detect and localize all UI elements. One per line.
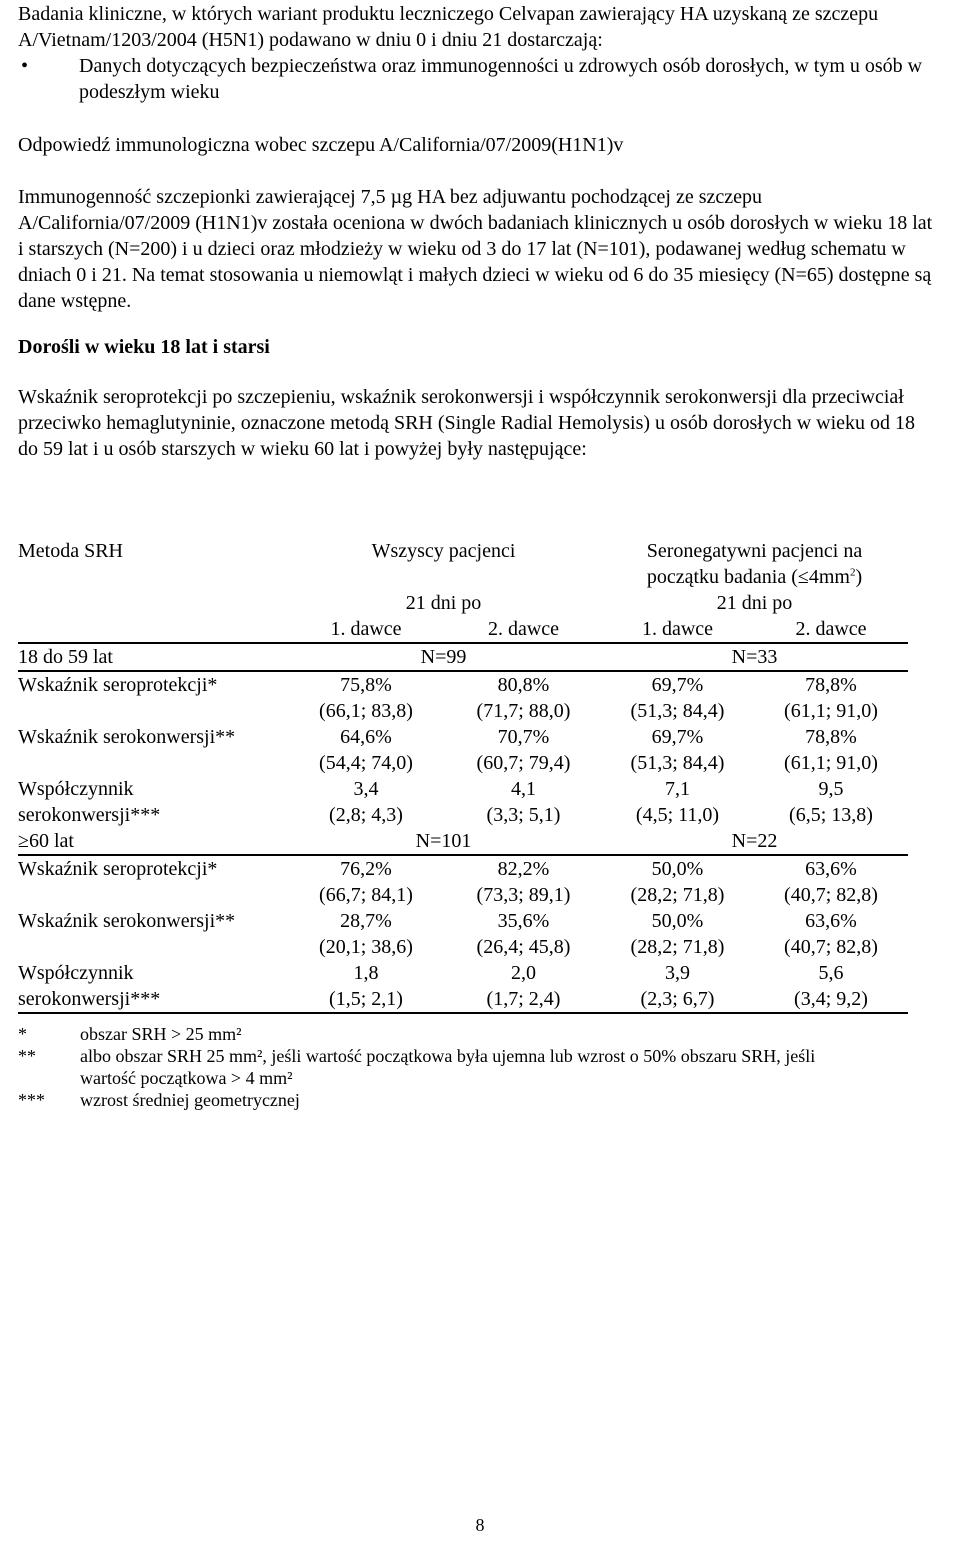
table-row <box>18 776 908 828</box>
metric-value: 75,8% <box>340 674 392 696</box>
table-dose-row <box>18 616 908 643</box>
metric-value-cell <box>286 776 446 828</box>
metric-label: Wskaźnik seroprotekcji* <box>18 858 218 880</box>
footnotes <box>18 1023 938 1111</box>
page-number: 8 <box>475 1515 485 1535</box>
header-dose2: 2. dawce <box>446 616 601 643</box>
header-days-after-all: 21 dni po <box>405 592 482 614</box>
metric-value-cell <box>446 776 601 828</box>
metric-value: 3,4 <box>353 778 379 800</box>
metric-value: 3,9 <box>665 962 690 984</box>
metric-value-cell <box>601 855 754 908</box>
table-row <box>18 960 908 1013</box>
metric-value: 35,6% <box>497 910 550 932</box>
footnote-mark: * <box>18 1024 27 1044</box>
footnote <box>18 1089 938 1111</box>
confidence-interval: (61,1; 91,0) <box>784 752 878 774</box>
footnote-mark: ** <box>18 1046 36 1066</box>
metric-value: 5,6 <box>818 962 844 984</box>
metric-label: Wskaźnik serokonwersji** <box>18 910 236 932</box>
confidence-interval: (60,7; 79,4) <box>476 752 571 774</box>
age-group-row <box>18 643 908 671</box>
metric-value: 9,5 <box>818 778 844 800</box>
confidence-interval: (66,1; 83,8) <box>319 700 413 722</box>
immunogenicity-paragraph: Immunogenność szczepionki zawierającej 7,5 µg HA bez adjuwantu pochodzącej ze szczepu A/California/07/2009 (H1N1)v została oceniona w dwóch badaniach klinicznych u osób dorosłych w wieku 18 lat i starszych (N=200) i u dzieci oraz młodzieży w wieku od 3 do 17 lat (N=101), podawanej według schematu w dniach 0 i 21. Na temat stosowania u niemowląt i małych dzieci w wieku od 6 do 35 miesięcy (N=65) dostępne są dane wstępne. <box>18 186 933 312</box>
metric-value-cell <box>754 724 908 776</box>
confidence-interval: (40,7; 82,8) <box>784 884 878 906</box>
section-heading: Dorośli w wieku 18 lat i starsi <box>18 336 270 358</box>
metric-value: 4,1 <box>511 778 536 800</box>
table-row <box>18 671 908 724</box>
metric-value: 7,1 <box>665 778 690 800</box>
footnote-text: obszar SRH > 25 mm² <box>80 1024 242 1044</box>
document-body <box>18 0 938 462</box>
confidence-interval: (66,7; 84,1) <box>319 884 413 906</box>
metric-value: 63,6% <box>805 910 857 932</box>
metric-value-cell <box>446 855 601 908</box>
header-dose1: 1. dawce <box>601 616 754 643</box>
header-method: Metoda SRH <box>18 540 123 562</box>
confidence-interval: (2,8; 4,3) <box>329 804 403 826</box>
footnote-text: albo obszar SRH 25 mm², jeśli wartość początkowa była ujemna lub wzrost o 50% obszaru SRH, jeśli wartość początkowa > 4 mm² <box>80 1046 816 1088</box>
table-body <box>18 643 908 1013</box>
metric-value: 80,8% <box>497 674 550 696</box>
metric-value: 50,0% <box>651 858 704 880</box>
table-row <box>18 724 908 776</box>
confidence-interval: (1,5; 2,1) <box>329 988 403 1010</box>
metric-label: Wskaźnik seroprotekcji* <box>18 674 218 696</box>
footnote-mark: *** <box>18 1090 45 1110</box>
footnote-text: wzrost średniej geometrycznej <box>80 1090 300 1110</box>
confidence-interval: (40,7; 82,8) <box>784 936 878 958</box>
srh-results-table <box>18 538 908 1014</box>
confidence-interval: (1,7; 2,4) <box>486 988 561 1010</box>
metric-value: 78,8% <box>805 726 857 748</box>
metric-label: Wskaźnik serokonwersji** <box>18 726 236 748</box>
metric-value-cell <box>446 908 601 960</box>
table-subheader-row <box>18 590 908 616</box>
metric-value-cell <box>601 776 754 828</box>
confidence-interval: (54,4; 74,0) <box>319 752 413 774</box>
metric-value-cell <box>446 671 601 724</box>
metric-value: 69,7% <box>651 674 704 696</box>
metric-value: 78,8% <box>805 674 857 696</box>
header-seronegative-line1: Seronegatywni pacjenci na <box>646 540 863 562</box>
confidence-interval: (61,1; 91,0) <box>784 700 878 722</box>
metric-value-cell <box>601 960 754 1013</box>
subheading: Odpowiedź immunologiczna wobec szczepu A/California/07/2009(H1N1)v <box>18 134 624 156</box>
header-seronegative-line2: początku badania ( <box>646 566 798 588</box>
confidence-interval: (51,3; 84,4) <box>630 752 725 774</box>
metric-value: 1,8 <box>353 962 379 984</box>
metric-label: Współczynnik serokonwersji*** <box>18 778 161 826</box>
confidence-interval: (73,3; 89,1) <box>476 884 571 906</box>
metric-value: 69,7% <box>651 726 704 748</box>
table-row <box>18 908 908 960</box>
age-group-row <box>18 828 908 855</box>
metric-value: 82,2% <box>497 858 550 880</box>
confidence-interval: (2,3; 6,7) <box>640 988 715 1010</box>
confidence-interval: (3,4; 9,2) <box>794 988 868 1010</box>
header-dose2: 2. dawce <box>754 616 908 643</box>
metric-value-cell <box>601 908 754 960</box>
confidence-interval: (51,3; 84,4) <box>630 700 725 722</box>
metric-value: 76,2% <box>340 858 392 880</box>
metric-value: 2,0 <box>511 962 536 984</box>
metric-label: Współczynnik serokonwersji*** <box>18 960 286 1013</box>
metric-value-cell <box>286 960 446 1013</box>
age-group-label: ≥60 lat <box>18 828 286 855</box>
bullet-text: Danych dotyczących bezpieczeństwa oraz immunogenności u zdrowych osób dorosłych, w tym u osób w podeszłym wieku <box>79 55 923 103</box>
footnote <box>18 1045 938 1089</box>
confidence-interval: (28,2; 71,8) <box>630 936 725 958</box>
metric-value-cell <box>446 960 601 1013</box>
bullet-icon: • <box>21 55 29 77</box>
header-dose1: 1. dawce <box>286 616 446 643</box>
header-days-after-seroneg: 21 dni po <box>716 592 793 614</box>
metric-value: 70,7% <box>497 726 550 748</box>
confidence-interval: (20,1; 38,6) <box>319 936 413 958</box>
metric-value-cell <box>286 671 446 724</box>
metric-value: 63,6% <box>805 858 857 880</box>
metric-value-cell <box>286 855 446 908</box>
metric-value-cell <box>754 960 908 1013</box>
confidence-interval: (3,3; 5,1) <box>486 804 561 826</box>
confidence-interval: (28,2; 71,8) <box>630 884 725 906</box>
metric-value-cell <box>286 724 446 776</box>
n-seronegative: N=22 <box>601 828 908 855</box>
metric-value: 50,0% <box>651 910 704 932</box>
bullet-item <box>18 53 938 105</box>
results-intro-paragraph: Wskaźnik seroprotekcji po szczepieniu, wskaźnik serokonwersji i współczynnik serokonwersji dla przeciwciał przeciwko hemaglutyninie, oznaczone metodą SRH (Single Radial Hemolysis) u osób dorosłych w wieku od 18 do 59 lat i u osób starszych w wieku 60 lat i powyżej były następujące: <box>18 386 916 460</box>
n-all-patients: N=99 <box>286 643 601 671</box>
n-all-patients: N=101 <box>286 828 601 855</box>
metric-value-cell <box>754 855 908 908</box>
header-all-patients: Wszyscy pacjenci <box>371 540 516 562</box>
footnote <box>18 1023 938 1045</box>
metric-value-cell <box>601 724 754 776</box>
confidence-interval: (71,7; 88,0) <box>476 700 571 722</box>
intro-paragraph: Badania kliniczne, w których wariant produktu leczniczego Celvapan zawierający HA uzyskaną ze szczepu A/Vietnam/1203/2004 (H5N1) podawano w dniu 0 i dniu 21 dostarczają: <box>18 3 879 51</box>
confidence-interval: (6,5; 13,8) <box>789 804 873 826</box>
metric-value-cell <box>754 776 908 828</box>
age-group-label: 18 do 59 lat <box>18 643 286 671</box>
metric-value-cell <box>446 724 601 776</box>
metric-value-cell <box>754 671 908 724</box>
table-header-row <box>18 538 908 590</box>
less-equal-icon: ≤ <box>797 566 809 588</box>
confidence-interval: (4,5; 11,0) <box>635 804 720 826</box>
confidence-interval: (26,4; 45,8) <box>476 936 571 958</box>
metric-value: 28,7% <box>340 910 392 932</box>
n-seronegative: N=33 <box>601 643 908 671</box>
metric-value-cell <box>601 671 754 724</box>
table-row <box>18 855 908 908</box>
metric-value-cell <box>286 908 446 960</box>
metric-value: 64,6% <box>340 726 392 748</box>
header-seronegative: Seronegatywni pacjenci na początku badania $(\le 4mm^2)$ <box>646 540 863 588</box>
metric-value-cell <box>754 908 908 960</box>
